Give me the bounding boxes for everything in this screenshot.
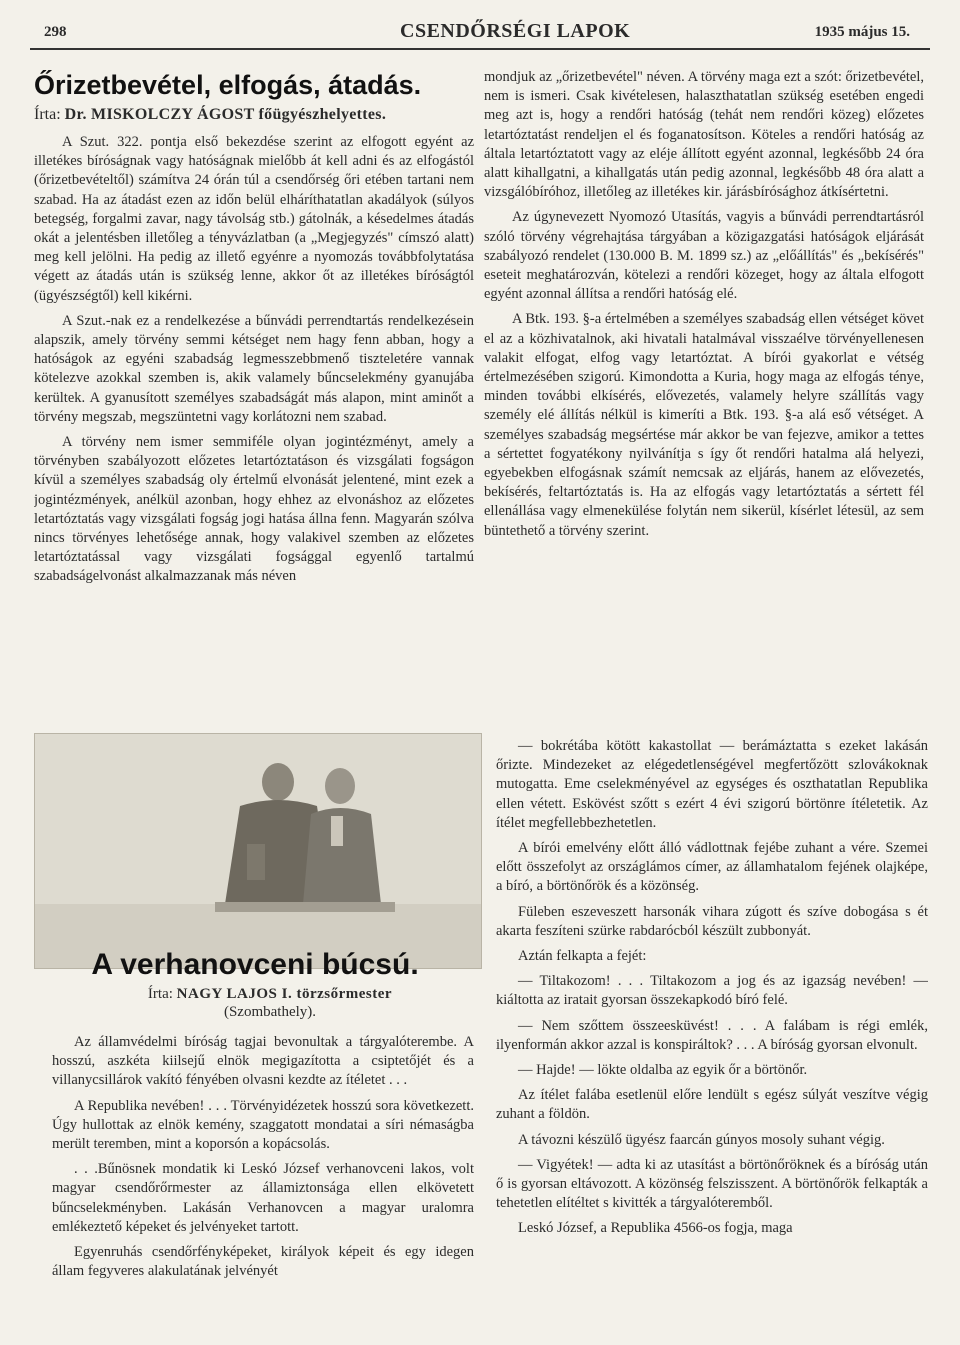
article-title: Őrizetbevétel, elfogás, átadás. <box>34 70 422 100</box>
author-name: Dr. MISKOLCZY ÁGOST főügyészhelyettes. <box>64 106 387 123</box>
paragraph: — Nem szőttem összeesküvést! . . . A falábam is régi emlék, ilyenformán akkor azzal is konspiráltok? . . . A bíróság gyorsan elvonult. <box>496 1017 928 1053</box>
article-byline-2 <box>120 985 420 1021</box>
paragraph: — Tiltakozom! . . . Tiltakozom a jog és az igazság nevében! — kiáltotta az iratait gyorsan összekapkodó bíró felé. <box>496 973 928 1009</box>
byline-label: Írta: <box>34 106 61 123</box>
paragraph: — bokrétába kötött kakastollat — berámáztatta s ezeket lakásán őrizte. Mindezeket az elégedetlenségével megfertőzött szlovákoknak mutogatta. Eme cselekményével az egységes és oszthatatlan Republika ellen vétett. Eskövést szőtt s ezért 4 évi szigorú börtönre ítéletetik. Az ítélet megfellebbezhetetlen. <box>496 738 928 831</box>
paragraph: A Szut. 322. pontja első bekezdése szerint az elfogott egyént az illetékes bíróságnak vagy hatóságnak mielőbb át kell adni és az elfogástól (őrizetbevételtől) számítva 24 órán túl a csendőrség őri etében tartani nem szabad. Ha az átadást ezen az időn belül elháríthatatlan akadályok (súlyos betegség, forgalmi zavar, nagy távolság stb.) gátolnák, a késedelmes átadás okát a jelentésben illetőleg a tényvázlatban (a „Megjegyzés" címszó alatt) meg kell jelölni. Ha pedig az illető egyénre a nyomozás továbbfolytatása végett az átadás után is szükség lenne, akkor őt az illetékes bíróságtól (ügyészségtől) kell kikérni. <box>34 134 474 304</box>
issue-date: 1935 május 15. <box>814 24 910 40</box>
paragraph: Aztán felkapta a fejét: <box>518 948 647 965</box>
article-column-2 <box>484 68 924 718</box>
paragraph: A törvény nem ismer semmiféle olyan jogintézményt, amely a törvényben szabályozott előzetes letartóztatáson és vizsgálati fogságon kívül a személyes szabadság oly értelmű elvonását jelentené, mint ezek a jogintézmények, anélkül azonban, hogy ehhez az elvonáshoz az előzetes letartóztatás vagy vizsgálati fogság jogi hatása állna fenn. Magyarán szólva nincs törvényes lehetősége annak, hogy valakivel szemben az előzetes letartóztatással vagy vizsgálati fogsággal egyenlő tartalmú szabadságelvonást alkalmazzanak más néven <box>34 434 474 585</box>
page-number: 298 <box>44 24 67 40</box>
author-location: (Szombathely). <box>223 1004 317 1020</box>
paragraph: Egyenruhás csendőrfényképeket, királyok képeit és egy idegen állam fegyveres alakulatának jelvényét <box>52 1244 474 1280</box>
paragraph: A Republika nevében! . . . Törvényidézetek hosszú sora következett. Úgy hullottak az elnök kemény, szaggatott mondatai a síri némaságba merült teremben, mint a koporsón a kopácsolás. <box>52 1097 474 1153</box>
article2-column-1 <box>52 1033 474 1318</box>
article-byline <box>34 106 474 124</box>
paragraph: mondjuk az „őrizetbevétel" néven. A törvény maga ezt a szót: őrizetbevétel, nem is ismeri. Csak kivételesen, halaszthatatlan szükség esetében engedi meg azt is, hogy a rendőri hatóság (tehát nem rendőri közeg) előzetes letartóztatást rendeljen el és foganatosítson. Köteles a rendőri hatóság az általa letartóztatott vagy az eléje állított egyént azonnal, legkésőbb 24 óra alatt kihallgatni, a kihallgatás után pedig azonnal, legkésőbb 48 óra alatt a vizsgálóbíróhoz, illetőleg az illetékes kir. járásbírósághoz átkísértetni. <box>484 69 924 201</box>
paragraph: — Vigyétek! — adta ki az utasítást a börtönőröknek és a bíróság után ő is gyorsan eltávozott. A közönség felszisszent. A börtönőrök felkapták a tehetetlen elítéltet s kivitték a tárgyalóteremből. <box>496 1156 928 1212</box>
paragraph: A bírói emelvény előtt álló vádlottnak fejébe zuhant a vére. Szemei előtt összefolyt az országlámos címer, az államhatalom fejének olajképe, a bíró, a börtönőrök és a közönség. <box>496 840 928 895</box>
paragraph: Az ítélet falába esetlenül előre lendült s egész súlyát veszítve végig zuhant a földön. <box>496 1087 928 1123</box>
paragraph: Az úgynevezett Nyomozó Utasítás, vagyis a bűnvádi perrendtartásról szóló törvény végrehajtása tárgyában a közigazgatási hatóságok eljárását szabályozó rendelet (130.000 B. M. 1899 sz.) az „előállítás" és „bekísérés" eseteit meghatározván, kötelezi a rendőri közeget, hogy az általa elfogott egyént azonnal állítsa a rendőri hatóság elé. <box>484 209 924 303</box>
article-column-1 <box>34 133 474 715</box>
paragraph: Az államvédelmi bíróság tagjai bevonultak a tárgyalóterembe. A hosszú, aszkéta kiilsejű elnök megigazította a csiptetőjét és a villanycsillárok vakító fényében olvasni kezdte az ítéletet . . . <box>52 1034 474 1089</box>
paragraph: A Btk. 193. §-a értelmében a személyes szabadság ellen vétséget követ el az a közhivatalnok, aki hivatali hatalmával visszaélve törvényellenesen valakit elfogat, elfog vagy letartóztat. A bírói gyakorlat e vétség értelmezésében szigorú. Kimondotta a Kuria, hogy maga az elfogás ténye, minden további elkísérés, elővezetés, valamely helyre szállítás vagy személy elé állítás nélkül is kimeríti a Btk. 193. §-a alá eső vétséget. A személyes szabadság megsértése már akkor be van fejezve, amikor a tettes a sértettet fogyatékony nyilvánítja s így őt rendőri hatalma alá helyezi, egyebekben elfogásnak számít nemcsak az eljárás, hanem az elővezetés, bekísérés, feltartóztatás is. Ha az elfogás vagy letartóztatás a sértett fél ellenállása vagy elmenekülése folytán nem sikerül, kísérlet létesül, az sem büntethető a törvény szerint. <box>484 311 924 539</box>
paragraph: . . .Bűnösnek mondatik ki Leskó József verhanovceni lakos, volt magyar csendőrőrmester az államiztonsága ellen elkövetett bűncselekményben. Lakásán Verhanovcen a magyar uralomra emlékeztető képeket és jelvényeket tartott. <box>52 1161 474 1235</box>
paragraph: A távozni készülő ügyész faarcán gúnyos mosoly suhant végig. <box>518 1131 885 1148</box>
paragraph: Füleben eszeveszett harsonák vihara zúgott és szíve dobogása s ét akarta feszíteni szürke rabdarócból készült zubbonyát. <box>496 903 928 939</box>
author-name: NAGY LAJOS I. törzsőrmester <box>176 986 393 1002</box>
paragraph: Leskó József, a Republika 4566-os fogja, maga <box>518 1220 793 1237</box>
article2-column-2 <box>496 737 928 1327</box>
journal-title: CSENDŐRSÉGI LAPOK <box>400 20 631 42</box>
byline-label: Írta: <box>147 986 173 1002</box>
paragraph: A Szut.-nak ez a rendelkezése a bűnvádi perrendtartás rendelkezésein alapszik, amely törvény semmi kétséget nem hagy fenn abban, hogy a hatóságok az egyéni szabadság legmesszebbmenő tiszteletére vannak kötelezve azokkal szemben is, akik valamely bűncselekmény gyanujába kerültek. A gyanusított személyes szabadságát más alapon, mint aminőt a törvény megszab, megszüntetni vagy korlátozni nem szabad. <box>34 312 474 425</box>
article-title-2: A verhanovceni búcsú. <box>91 948 419 981</box>
photograph <box>34 733 482 969</box>
photo-illustration <box>35 734 481 968</box>
page-header <box>30 14 930 50</box>
paragraph: — Hajde! — lökte oldalba az egyik őr a börtönőr. <box>518 1062 808 1079</box>
